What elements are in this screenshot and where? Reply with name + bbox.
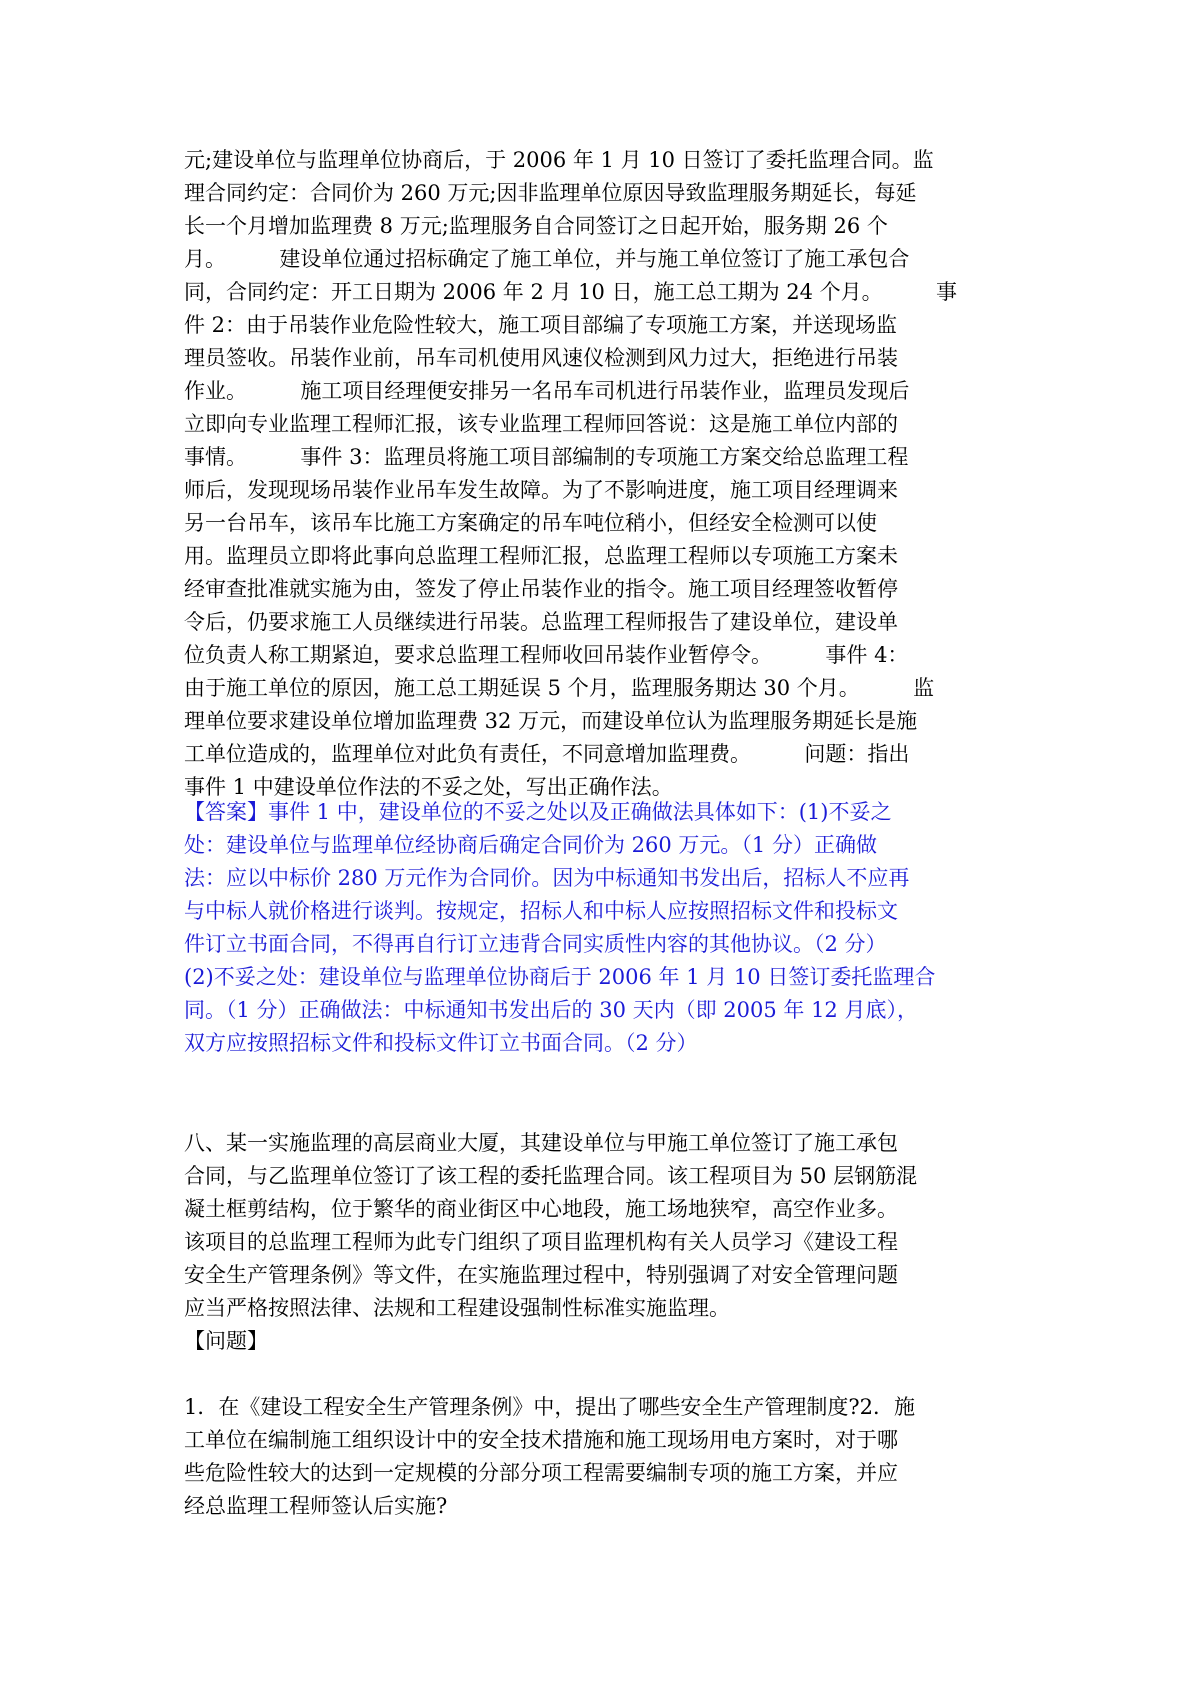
answer-line: 处：建设单位与监理单位经协商后确定合同价为 260 万元。（1 分）正确做 [184,833,877,857]
text-line: 1．在《建设工程安全生产管理条例》中，提出了哪些安全生产管理制度?2．施 [184,1395,915,1419]
answer-line: 与中标人就价格进行谈判。按规定，招标人和中标人应按照招标文件和投标文 [184,899,898,923]
text-line: 合同，与乙监理单位签订了该工程的委托监理合同。该工程项目为 50 层钢筋混 [184,1164,918,1188]
question-heading [184,1325,1010,1358]
text-line: 令后，仍要求施工人员继续进行吊装。总监理工程师报告了建设单位，建设单 [184,610,898,634]
text-line: 用。监理员立即将此事向总监理工程师汇报，总监理工程师以专项施工方案未 [184,544,898,568]
text-line: 凝土框剪结构，位于繁华的商业街区中心地段，施工场地狭窄，高空作业多。 [184,1197,898,1221]
text-line: 该项目的总监理工程师为此专门组织了项目监理机构有关人员学习《建设工程 [184,1230,898,1254]
text-line: 长一个月增加监理费 8 万元;监理服务自合同签订之日起开始，服务期 26 个 [184,214,888,238]
text-line: 事件 1 中建设单位作法的不妥之处，写出正确作法。 [184,775,673,799]
text-line: 另一台吊车，该吊车比施工方案确定的吊车吨位稍小，但经安全检测可以使 [184,511,877,535]
answer-paragraph [184,796,1010,1060]
text-line: 八、某一实施监理的高层商业大厦，其建设单位与甲施工单位签订了施工承包 [184,1131,898,1155]
answer-line: 件订立书面合同，不得再自行订立违背合同实质性内容的其他协议。（2 分） [184,932,887,956]
text-line: 经总监理工程师签认后实施? [184,1494,448,1518]
text-line: 经审查批准就实施为由，签发了停止吊装作业的指令。施工项目经理签收暂停 [184,577,898,601]
questions-paragraph [184,1391,1010,1523]
case-eight-paragraph [184,1127,1010,1325]
text-line: 件 2：由于吊装作业危险性较大，施工项目部编了专项施工方案，并送现场监 [184,313,898,337]
text-line: 同，合同约定：开工日期为 2006 年 2 月 10 日，施工总工期为 24 个月。 事 [184,280,958,304]
text-line: 工单位造成的，监理单位对此负有责任，不同意增加监理费。 问题：指出 [184,742,910,766]
text-line: 事情。 事件 3：监理员将施工项目部编制的专项施工方案交给总监理工程 [184,445,909,469]
text-line: 月。 建设单位通过招标确定了施工单位，并与施工单位签订了施工承包合 [184,247,910,271]
text-line: 立即向专业监理工程师汇报，该专业监理工程师回答说：这是施工单位内部的 [184,412,898,436]
text-line: 理合同约定：合同价为 260 万元;因非监理单位原因导致监理服务期延长，每延 [184,181,917,205]
text-line: 由于施工单位的原因，施工总工期延误 5 个月，监理服务期达 30 个月。 监 [184,676,935,700]
question-heading-text: 【问题】 [184,1329,268,1353]
answer-line: 同。（1 分）正确做法：中标通知书发出后的 30 天内（即 2005 年 12 月底）， [184,998,918,1022]
text-line: 理员签收。吊装作业前，吊车司机使用风速仪检测到风力过大，拒绝进行吊装 [184,346,898,370]
text-line: 些危险性较大的达到一定规模的分部分项工程需要编制专项的施工方案，并应 [184,1461,898,1485]
text-line: 工单位在编制施工组织设计中的安全技术措施和施工现场用电方案时，对于哪 [184,1428,898,1452]
text-line: 元;建设单位与监理单位协商后，于 2006 年 1 月 10 日签订了委托监理合同。监 [184,148,934,172]
answer-line: (2)不妥之处：建设单位与监理单位协商后于 2006 年 1 月 10 日签订委托监理合 [184,965,936,989]
scenario-paragraph [184,144,1010,804]
text-line: 理单位要求建设单位增加监理费 32 万元，而建设单位认为监理服务期延长是施 [184,709,918,733]
answer-line: 双方应按照招标文件和投标文件订立书面合同。（2 分） [184,1031,698,1055]
text-line: 应当严格按照法律、法规和工程建设强制性标准实施监理。 [184,1296,730,1320]
text-line: 作业。 施工项目经理便安排另一名吊车司机进行吊装作业，监理员发现后 [184,379,910,403]
text-line: 位负责人称工期紧迫，要求总监理工程师收回吊装作业暂停令。 事件 4： [184,643,909,667]
text-line: 师后，发现现场吊装作业吊车发生故障。为了不影响进度，施工项目经理调来 [184,478,898,502]
answer-line: 法：应以中标价 280 万元作为合同价。因为中标通知书发出后，招标人不应再 [184,866,910,890]
answer-line: 【答案】事件 1 中，建设单位的不妥之处以及正确做法具体如下：(1)不妥之 [184,800,892,824]
text-line: 安全生产管理条例》等文件，在实施监理过程中，特别强调了对安全管理问题 [184,1263,898,1287]
